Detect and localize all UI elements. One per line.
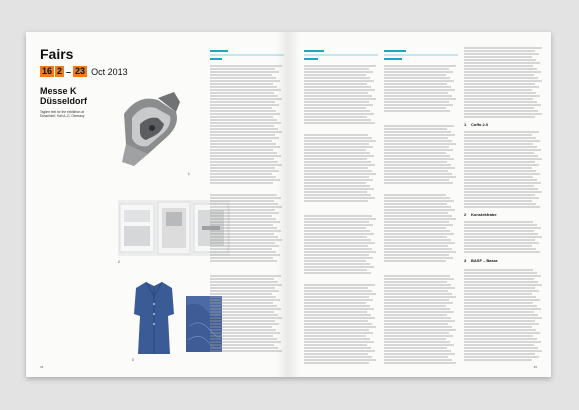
date-end-day: 23 [75, 66, 86, 76]
section-2-title: Konstekfrabe [471, 212, 497, 217]
date-start-day-1: 16 [42, 66, 53, 76]
left-page [26, 32, 288, 377]
event-title: Messe K Düsseldorf [40, 86, 88, 106]
right-column-2-head [384, 50, 458, 62]
left-folio: 34 [40, 365, 44, 369]
section-title: Fairs [40, 46, 74, 62]
section-1-title: Coffo 2.0 [471, 122, 489, 127]
image-label-2: 2 [118, 260, 120, 264]
right-column-3-text [464, 46, 542, 364]
event-date [40, 66, 128, 77]
section-2-number: 2 [464, 212, 467, 217]
date-month-year: Oct 2013 [91, 66, 128, 77]
date-separator: – [66, 66, 72, 77]
left-body-text [210, 64, 284, 364]
image-label-1: 1 [188, 172, 190, 176]
right-column-2-text [384, 64, 458, 364]
right-column-1-head [304, 50, 378, 62]
section-3-number: 3 [464, 258, 467, 263]
magazine-spread [26, 32, 551, 377]
right-folio: 35 [533, 365, 537, 369]
machine-part-photo [118, 84, 186, 174]
date-start-day-2: 2 [57, 66, 63, 76]
right-page [288, 32, 551, 377]
venue-text: Tagline text for the exhibition at Düsseldorf, Hall A–G, Germany [40, 110, 85, 118]
section-1-number: 1 [464, 122, 467, 127]
image-label-3: 3 [132, 358, 134, 362]
right-column-1-text [304, 64, 378, 364]
jacket-photo [132, 278, 176, 358]
section-3-title: BASF – Basra [471, 258, 498, 263]
